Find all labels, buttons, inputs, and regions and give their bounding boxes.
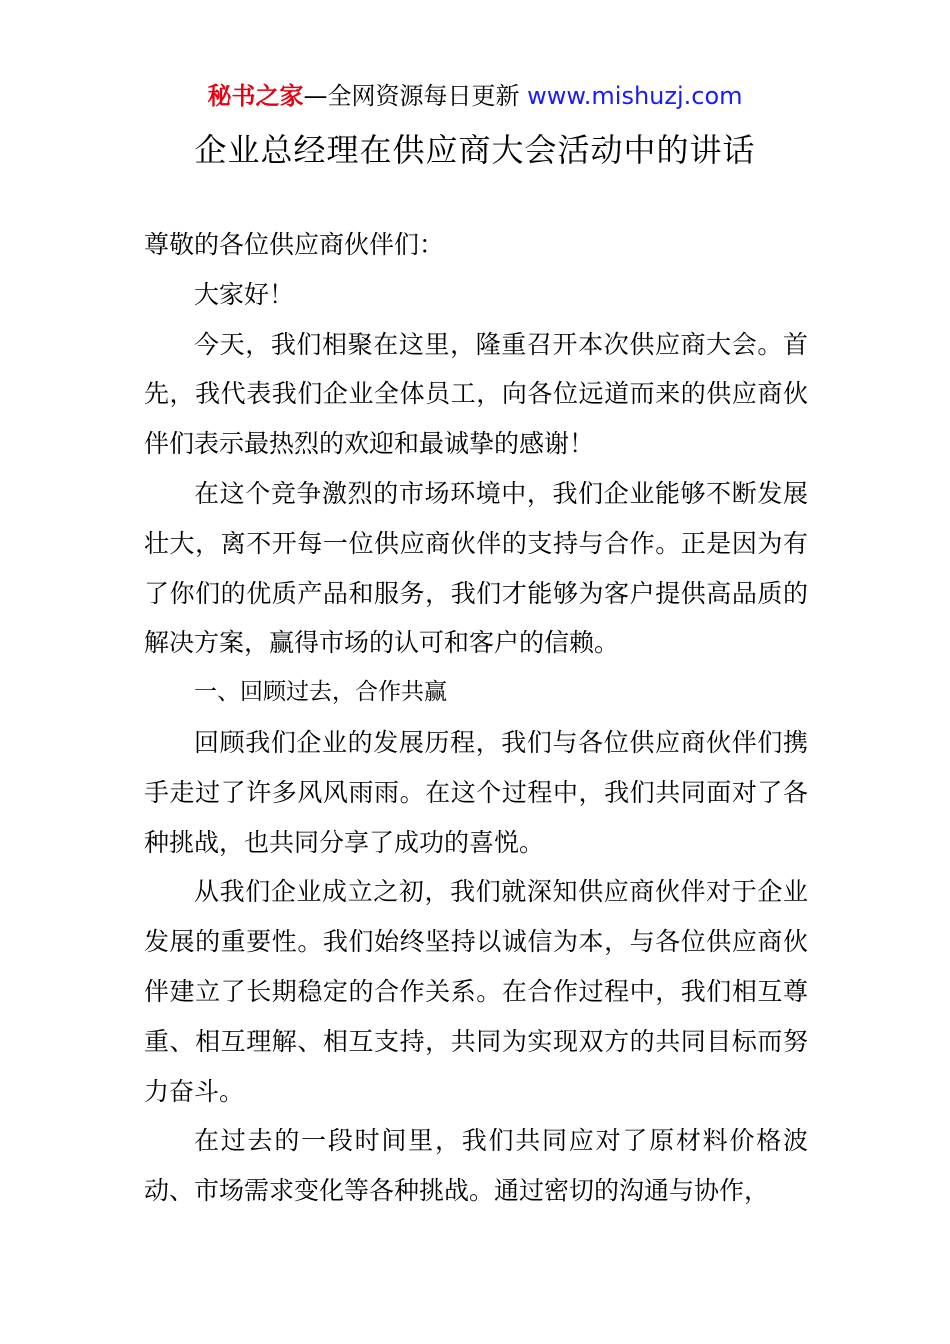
header-tagline: —全网资源每日更新	[303, 82, 520, 110]
document-body	[144, 220, 808, 1216]
site-url-link[interactable]: www.mishuzj.com	[527, 82, 743, 110]
document-title: 企业总经理在供应商大会活动中的讲话	[194, 131, 756, 169]
paragraph: 从我们企业成立之初，我们就深知供应商伙伴对于企业发展的重要性。我们始终坚持以诚信为本，与各位供应商伙伴建立了长期稳定的合作关系。在合作过程中，我们相互尊重、相互理解、相互支持，共同为实现双方的共同目标而努力奋斗。	[144, 877, 808, 1106]
site-header	[0, 80, 950, 112]
paragraph: 在过去的一段时间里，我们共同应对了原材料价格波动、市场需求变化等各种挑战。通过密切的沟通与协作，	[144, 1126, 808, 1206]
paragraph: 回顾我们企业的发展历程，我们与各位供应商伙伴们携手走过了许多风风雨雨。在这个过程中，我们共同面对了各种挑战，也共同分享了成功的喜悦。	[144, 727, 808, 857]
salutation: 尊敬的各位供应商伙伴们：	[144, 230, 445, 259]
paragraph: 今天，我们相聚在这里，隆重召开本次供应商大会。首先，我代表我们企业全体员工，向各位远道而来的供应商伙伴们表示最热烈的欢迎和最诚挚的感谢！	[144, 329, 808, 459]
section-heading: 一、回顾过去，合作共赢	[194, 679, 447, 706]
brand-name: 秘书之家	[207, 82, 304, 110]
paragraph: 在这个竞争激烈的市场环境中，我们企业能够不断发展壮大，离不开每一位供应商伙伴的支持与合作。正是因为有了你们的优质产品和服务，我们才能够为客户提供高品质的解决方案，赢得市场的认可和客户的信赖。	[144, 478, 808, 658]
greeting: 大家好！	[194, 279, 295, 309]
